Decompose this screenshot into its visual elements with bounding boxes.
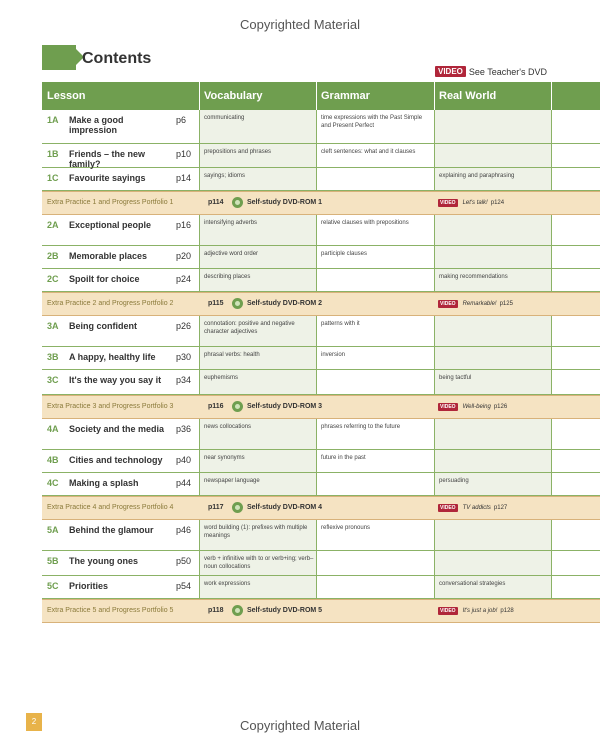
video-title: It's just a job! xyxy=(462,608,498,614)
dvd-rom-label: Self-study DVD-ROM 5 xyxy=(247,607,323,614)
dvd-disc-icon xyxy=(232,605,243,616)
lesson-title: Memorable places xyxy=(69,251,148,261)
lesson-title: Friends – the new family? xyxy=(69,149,146,169)
extra-practice-page: p114 xyxy=(208,199,224,206)
video-badge: VIDEO xyxy=(435,66,466,77)
lesson-title: Spoilt for choice xyxy=(69,274,140,284)
contents-table xyxy=(42,82,600,623)
grammar-cell: cleft sentences: what and it clauses xyxy=(321,149,416,155)
lesson-page: p36 xyxy=(176,424,192,434)
table-row xyxy=(42,246,600,269)
copyright-watermark-top: Copyrighted Material xyxy=(240,17,360,32)
table-row xyxy=(42,450,600,473)
vocabulary-cell: sayings; idioms xyxy=(204,173,246,179)
lesson-page: p50 xyxy=(176,556,192,566)
lesson-page: p54 xyxy=(176,581,192,591)
lesson-title: Priorities xyxy=(69,581,109,591)
real-world-cell: persuading xyxy=(439,478,469,484)
extra-practice-page: p117 xyxy=(208,504,224,511)
lesson-number: 5A xyxy=(47,525,59,535)
video-reference xyxy=(438,300,513,308)
video-page: p127 xyxy=(493,505,508,511)
grammar-cell: reflexive pronouns xyxy=(321,525,371,531)
vocabulary-cell: verb + infinitive with to or verb+ing; verb–noun collocations xyxy=(204,556,314,570)
video-note xyxy=(435,66,547,77)
lesson-page: p14 xyxy=(176,173,192,183)
col-real-world: Real World xyxy=(439,90,497,102)
table-header xyxy=(42,82,600,110)
lesson-title: Behind the glamour xyxy=(69,525,154,535)
vocabulary-cell: work expressions xyxy=(204,581,251,587)
extra-practice-page: p115 xyxy=(208,300,224,307)
lesson-page: p10 xyxy=(176,149,192,159)
page-title: Contents xyxy=(82,50,152,67)
lesson-title: It's the way you say it xyxy=(69,375,162,385)
lesson-title: Cities and technology xyxy=(69,455,163,465)
lesson-number: 3B xyxy=(47,352,59,362)
video-badge: VIDEO xyxy=(440,301,456,307)
table-row xyxy=(42,347,600,370)
lesson-title: Exceptional people xyxy=(69,220,152,230)
video-note-text: See Teacher's DVD xyxy=(468,66,547,77)
lesson-title: Make a good impression xyxy=(69,115,124,135)
real-world-cell: being tactful xyxy=(439,375,472,381)
lesson-page: p44 xyxy=(176,478,192,488)
lesson-number: 4B xyxy=(47,455,59,465)
lesson-number: 1A xyxy=(47,115,59,125)
video-page: p126 xyxy=(493,404,508,410)
extra-practice-row xyxy=(42,292,600,316)
vocabulary-cell: phrasal verbs: health xyxy=(204,352,260,358)
table-row xyxy=(42,551,600,576)
table-row xyxy=(42,168,600,191)
grammar-cell: relative clauses with prepositions xyxy=(321,220,409,226)
video-reference xyxy=(438,403,507,411)
dvd-rom-label: Self-study DVD-ROM 4 xyxy=(247,504,323,511)
col-vocabulary: Vocabulary xyxy=(204,90,263,102)
extra-practice-row xyxy=(42,496,600,520)
extra-practice-label: Extra Practice 3 and Progress Portfolio 3 xyxy=(47,403,174,410)
table-row xyxy=(42,316,600,347)
dvd-disc-icon xyxy=(232,502,243,513)
table-row xyxy=(42,370,600,395)
lesson-page: p34 xyxy=(176,375,192,385)
dvd-disc-icon xyxy=(232,298,243,309)
grammar-cell: patterns with it xyxy=(321,321,360,327)
grammar-cell: time expressions with the Past Simple and Present Perfect xyxy=(321,115,423,129)
lesson-number: 2A xyxy=(47,220,59,230)
lesson-number: 1B xyxy=(47,149,59,159)
lesson-page: p46 xyxy=(176,525,192,535)
dvd-disc-icon xyxy=(232,197,243,208)
vocabulary-cell: describing places xyxy=(204,274,251,280)
vocabulary-cell: intensifying adverbs xyxy=(204,220,258,226)
video-page: p128 xyxy=(500,608,514,614)
lesson-title: Being confident xyxy=(69,321,137,331)
video-title: Let's talk! xyxy=(462,200,488,206)
table-row xyxy=(42,473,600,496)
heading-marker xyxy=(42,45,76,70)
lesson-title: Favourite sayings xyxy=(69,173,146,183)
extra-practice-page: p118 xyxy=(208,607,224,614)
lesson-page: p26 xyxy=(176,321,192,331)
real-world-cell: making recommendations xyxy=(439,274,508,280)
video-reference xyxy=(438,607,514,615)
extra-practice-label: Extra Practice 2 and Progress Portfolio 2 xyxy=(47,300,174,307)
lesson-title: The young ones xyxy=(69,556,139,566)
extra-practice-row xyxy=(42,395,600,419)
lesson-page: p6 xyxy=(176,115,187,125)
lesson-page: p40 xyxy=(176,455,192,465)
vocabulary-cell: connotation: positive and negative character adjectives xyxy=(204,321,295,335)
real-world-cell: explaining and paraphrasing xyxy=(439,173,515,179)
video-page: p125 xyxy=(499,301,513,307)
table-row xyxy=(42,110,600,144)
video-reference xyxy=(438,504,507,512)
table-row xyxy=(42,576,600,599)
lesson-page: p16 xyxy=(176,220,192,230)
vocabulary-cell: news collocations xyxy=(204,424,252,430)
dvd-rom-label: Self-study DVD-ROM 3 xyxy=(247,403,323,410)
dvd-rom-label: Self-study DVD-ROM 1 xyxy=(247,199,323,206)
grammar-cell: participle clauses xyxy=(321,251,368,257)
grammar-cell: phrases referring to the future xyxy=(321,424,401,430)
vocabulary-cell: prepositions and phrases xyxy=(204,149,272,155)
video-badge: VIDEO xyxy=(440,200,456,206)
extra-practice-label: Extra Practice 1 and Progress Portfolio 1 xyxy=(47,199,174,206)
grammar-cell: inversion xyxy=(321,352,346,358)
lesson-number: 2C xyxy=(47,274,59,284)
page-number: 2 xyxy=(26,713,42,731)
video-title: Well-being xyxy=(462,404,491,410)
table-row xyxy=(42,269,600,292)
vocabulary-cell: newspaper language xyxy=(204,478,260,484)
video-reference xyxy=(438,199,504,207)
video-title: Remarkable! xyxy=(462,301,497,307)
extra-practice-label: Extra Practice 5 and Progress Portfolio 5 xyxy=(47,607,174,614)
lesson-title: A happy, healthy life xyxy=(69,352,156,362)
real-world-cell: conversational strategies xyxy=(439,581,506,587)
copyright-watermark-bottom: Copyrighted Material xyxy=(240,718,360,733)
lesson-page: p20 xyxy=(176,251,192,261)
vocabulary-cell: near synonyms xyxy=(204,455,245,461)
dvd-disc-icon xyxy=(232,401,243,412)
video-page: p124 xyxy=(490,200,505,206)
table-row xyxy=(42,419,600,450)
col-lesson: Lesson xyxy=(47,90,86,102)
lesson-number: 1C xyxy=(47,173,59,183)
lesson-title: Society and the media xyxy=(69,424,165,434)
extra-practice-label: Extra Practice 4 and Progress Portfolio 4 xyxy=(47,504,174,511)
video-title: TV addicts xyxy=(462,505,491,511)
video-badge: VIDEO xyxy=(440,608,456,614)
vocabulary-cell: word building (1): prefixes with multiple meanings xyxy=(204,525,308,539)
lesson-number: 3A xyxy=(47,321,59,331)
lesson-number: 4A xyxy=(47,424,59,434)
lesson-number: 3C xyxy=(47,375,59,385)
lesson-title: Making a splash xyxy=(69,478,139,488)
vocabulary-cell: communicating xyxy=(204,115,245,121)
extra-practice-page: p116 xyxy=(208,403,224,410)
grammar-cell: future in the past xyxy=(321,455,366,461)
table-row xyxy=(42,520,600,551)
video-badge: VIDEO xyxy=(440,404,456,410)
table-row xyxy=(42,215,600,246)
lesson-number: 5B xyxy=(47,556,59,566)
dvd-rom-label: Self-study DVD-ROM 2 xyxy=(247,300,323,307)
lesson-number: 5C xyxy=(47,581,59,591)
vocabulary-cell: adjective word order xyxy=(204,251,259,257)
lesson-page: p30 xyxy=(176,352,192,362)
col-grammar: Grammar xyxy=(321,90,370,102)
extra-practice-row xyxy=(42,191,600,215)
vocabulary-cell: euphemisms xyxy=(204,375,239,381)
video-badge: VIDEO xyxy=(440,505,456,511)
extra-practice-row xyxy=(42,599,600,623)
table-row xyxy=(42,144,600,168)
lesson-number: 4C xyxy=(47,478,59,488)
lesson-page: p24 xyxy=(176,274,192,284)
lesson-number: 2B xyxy=(47,251,59,261)
